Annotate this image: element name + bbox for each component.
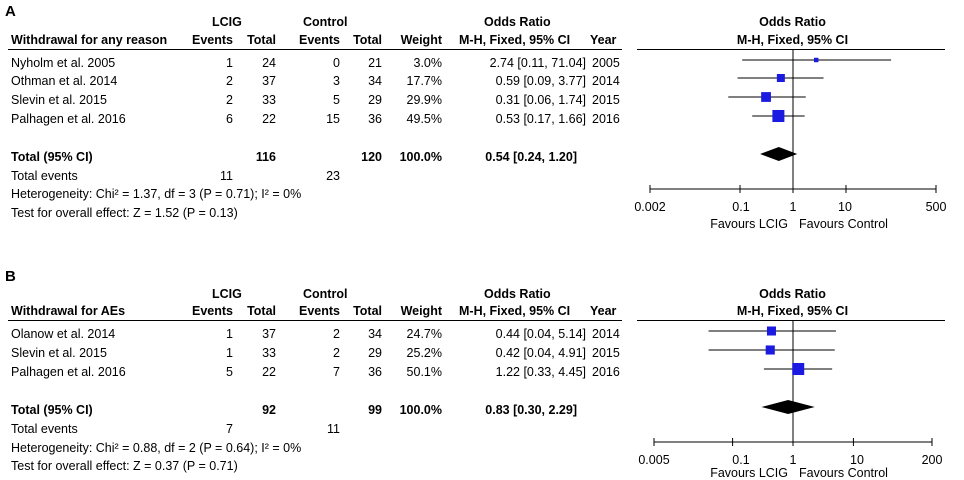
study-name: Slevin et al. 2015 bbox=[11, 93, 107, 107]
plot-subtitle: M-H, Fixed, 95% CI bbox=[736, 304, 849, 318]
pooled-diamond bbox=[761, 400, 814, 414]
total-lcig: 33 bbox=[262, 93, 276, 107]
year-col-header: Year bbox=[590, 304, 617, 318]
x-tick-label: 200 bbox=[921, 453, 943, 467]
or-ci: 0.42 [0.04, 4.91] bbox=[495, 346, 586, 360]
x-tick-label: 500 bbox=[925, 200, 947, 214]
study-marker bbox=[766, 345, 775, 354]
events-lcig: 1 bbox=[226, 56, 233, 70]
events-control: 5 bbox=[333, 93, 340, 107]
events-control: 2 bbox=[333, 346, 340, 360]
total-events-lcig: 7 bbox=[226, 422, 233, 436]
group2-header: Control bbox=[303, 15, 348, 29]
events-lcig: 2 bbox=[226, 74, 233, 88]
study-marker bbox=[761, 92, 771, 102]
group1-header: LCIG bbox=[212, 287, 242, 301]
total-col-header: Total bbox=[247, 33, 276, 47]
weight-col-header: Weight bbox=[400, 33, 442, 47]
total-control: 36 bbox=[368, 365, 382, 379]
events-col-header: Events bbox=[192, 33, 233, 47]
or-ci: 2.74 [0.11, 71.04] bbox=[489, 56, 586, 70]
weight: 3.0% bbox=[413, 56, 442, 70]
events-control: 3 bbox=[333, 74, 340, 88]
study-name: Palhagen et al. 2016 bbox=[11, 365, 126, 379]
total-col-header: Total bbox=[353, 304, 382, 318]
total-control: 34 bbox=[368, 327, 382, 341]
total-control: 29 bbox=[368, 93, 382, 107]
total-lcig: 22 bbox=[262, 112, 276, 126]
total-lcig: 92 bbox=[262, 403, 276, 417]
total-events-label: Total events bbox=[11, 169, 78, 183]
study-year: 2005 bbox=[592, 56, 620, 70]
x-tick-label: 0.1 bbox=[732, 200, 750, 214]
weight: 25.2% bbox=[406, 346, 442, 360]
events-lcig: 2 bbox=[226, 93, 233, 107]
events-lcig: 5 bbox=[226, 365, 233, 379]
overall-effect-text: Test for overall effect: Z = 0.37 (P = 0.71) bbox=[11, 459, 238, 473]
events-lcig: 1 bbox=[226, 327, 233, 341]
events-lcig: 1 bbox=[226, 346, 233, 360]
study-name: Olanow et al. 2014 bbox=[11, 327, 116, 341]
total-control: 120 bbox=[361, 150, 382, 164]
study-name: Palhagen et al. 2016 bbox=[11, 112, 126, 126]
total-lcig: 37 bbox=[262, 327, 276, 341]
study-year: 2016 bbox=[592, 112, 620, 126]
study-marker bbox=[772, 110, 784, 122]
total-col-header: Total bbox=[247, 304, 276, 318]
heterogeneity-text: Heterogeneity: Chi² = 1.37, df = 3 (P = 0.71); I² = 0% bbox=[11, 187, 302, 201]
study-name: Nyholm et al. 2005 bbox=[11, 56, 116, 70]
panel-label-b: B bbox=[5, 268, 16, 285]
plot-subtitle: M-H, Fixed, 95% CI bbox=[736, 33, 849, 47]
total-control: 99 bbox=[368, 403, 382, 417]
total-or-ci: 0.54 [0.24, 1.20] bbox=[485, 150, 577, 164]
total-control: 34 bbox=[368, 74, 382, 88]
study-year: 2015 bbox=[592, 346, 620, 360]
total-control: 29 bbox=[368, 346, 382, 360]
study-year: 2014 bbox=[592, 327, 620, 341]
x-tick-label: 10 bbox=[838, 200, 852, 214]
x-tick-label: 1 bbox=[789, 453, 797, 467]
total-events-label: Total events bbox=[11, 422, 78, 436]
group2-header: Control bbox=[303, 287, 348, 301]
or-ci: 1.22 [0.33, 4.45] bbox=[495, 365, 586, 379]
outcome-label: Withdrawal for AEs bbox=[11, 304, 126, 318]
pooled-diamond bbox=[760, 147, 797, 161]
study-year: 2016 bbox=[592, 365, 620, 379]
events-control: 7 bbox=[333, 365, 340, 379]
total-events-lcig: 11 bbox=[220, 169, 233, 183]
or-ci: 0.53 [0.17, 1.66] bbox=[495, 112, 586, 126]
total-label: Total (95% CI) bbox=[11, 150, 93, 164]
study-year: 2015 bbox=[592, 93, 620, 107]
events-col-header: Events bbox=[192, 304, 233, 318]
total-control: 36 bbox=[368, 112, 382, 126]
total-control: 21 bbox=[368, 56, 382, 70]
group1-header: LCIG bbox=[212, 15, 242, 29]
or-ci: 0.31 [0.06, 1.74] bbox=[495, 93, 586, 107]
total-lcig: 33 bbox=[262, 346, 276, 360]
plot-title: Odds Ratio bbox=[759, 287, 826, 301]
weight: 24.7% bbox=[406, 327, 442, 341]
or-title-header: Odds Ratio bbox=[484, 15, 551, 29]
x-tick-label: 10 bbox=[850, 453, 864, 467]
favours-right-label: Favours Control bbox=[799, 466, 888, 480]
plot-title: Odds Ratio bbox=[759, 15, 826, 29]
total-lcig: 24 bbox=[262, 56, 276, 70]
or-sub-header: M-H, Fixed, 95% CI bbox=[459, 33, 571, 47]
total-or-ci: 0.83 [0.30, 2.29] bbox=[485, 403, 577, 417]
weight: 49.5% bbox=[406, 112, 442, 126]
panel-label-a: A bbox=[5, 3, 16, 20]
weight: 50.1% bbox=[406, 365, 442, 379]
total-lcig: 22 bbox=[262, 365, 276, 379]
x-tick-label: 0.1 bbox=[732, 453, 750, 467]
total-weight: 100.0% bbox=[399, 403, 442, 417]
events-control: 15 bbox=[326, 112, 340, 126]
study-name: Othman et al. 2014 bbox=[11, 74, 118, 88]
study-marker bbox=[777, 74, 785, 82]
study-marker bbox=[814, 58, 818, 62]
total-lcig: 37 bbox=[262, 74, 276, 88]
or-ci: 0.59 [0.09, 3.77] bbox=[495, 74, 586, 88]
or-title-header: Odds Ratio bbox=[484, 287, 551, 301]
events-lcig: 6 bbox=[226, 112, 233, 126]
events-col-header: Events bbox=[299, 33, 340, 47]
overall-effect-text: Test for overall effect: Z = 1.52 (P = 0.13) bbox=[11, 206, 238, 220]
weight-col-header: Weight bbox=[400, 304, 442, 318]
total-label: Total (95% CI) bbox=[11, 403, 93, 417]
total-lcig: 116 bbox=[255, 150, 276, 164]
weight: 17.7% bbox=[406, 74, 442, 88]
heterogeneity-text: Heterogeneity: Chi² = 0.88, df = 2 (P = 0.64); I² = 0% bbox=[11, 441, 302, 455]
weight: 29.9% bbox=[406, 93, 442, 107]
outcome-label: Withdrawal for any reason bbox=[11, 33, 168, 47]
favours-left-label: Favours LCIG bbox=[710, 217, 788, 231]
x-tick-label: 0.005 bbox=[638, 453, 670, 467]
study-year: 2014 bbox=[592, 74, 620, 88]
total-weight: 100.0% bbox=[399, 150, 442, 164]
x-tick-label: 1 bbox=[789, 200, 797, 214]
study-marker bbox=[792, 363, 804, 375]
study-marker bbox=[767, 326, 776, 335]
or-sub-header: M-H, Fixed, 95% CI bbox=[459, 304, 571, 318]
or-ci: 0.44 [0.04, 5.14] bbox=[495, 327, 586, 341]
events-control: 2 bbox=[333, 327, 340, 341]
study-name: Slevin et al. 2015 bbox=[11, 346, 107, 360]
events-control: 0 bbox=[333, 56, 340, 70]
year-col-header: Year bbox=[590, 33, 617, 47]
total-events-control: 11 bbox=[327, 422, 340, 436]
favours-right-label: Favours Control bbox=[799, 217, 888, 231]
x-tick-label: 0.002 bbox=[634, 200, 666, 214]
favours-left-label: Favours LCIG bbox=[710, 466, 788, 480]
total-col-header: Total bbox=[353, 33, 382, 47]
total-events-control: 23 bbox=[326, 169, 340, 183]
events-col-header: Events bbox=[299, 304, 340, 318]
